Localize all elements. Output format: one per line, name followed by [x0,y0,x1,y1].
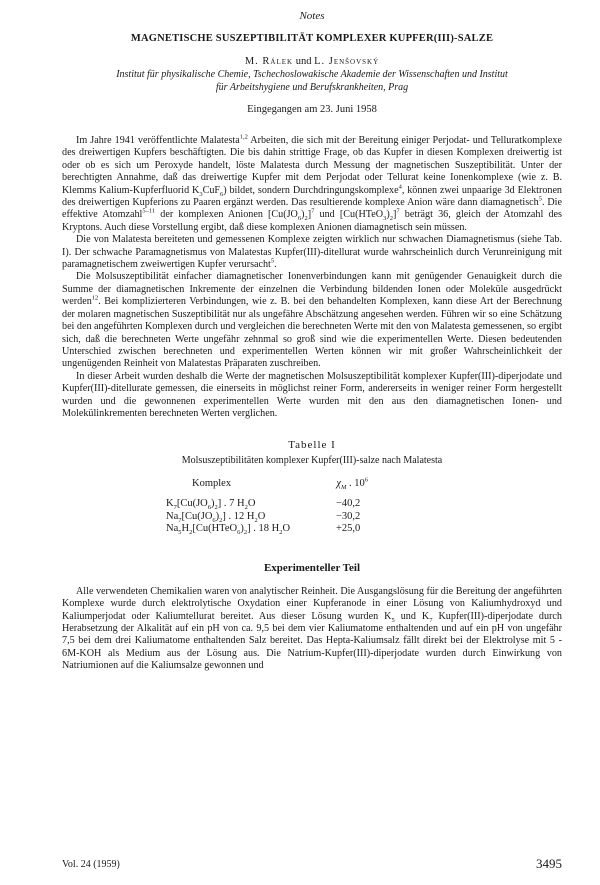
exp-text-a: Alle verwendeten Chemikalien waren von analytischer Reinheit. Die Ausgangslösung für die Bereitung der angeführten Komplexe wurde durch elektrolytische Oxydation einer Kupferanode in einer Lösung von Kaliumhydroxyd und Kaliumperjodat oder Kaliumtellurat bereitet. Aus dieser Lösung wurden K [62,585,562,622]
row-3-value: +25,0 [336,523,361,535]
p1-text-m: beträgt 36, gleich der Atomzahl des Kryptons. Auch diese Vorstellung ergibt, daß diese komplexen Anionen diamagnetisch sein müssen. [62,209,562,233]
paragraph-1 [62,135,562,234]
author-2: L. Jenšovský [314,56,380,67]
p1-text-e: , können zwei unpaarige 3d Elektronen des dreiwertigen Kupferions zu Paaren ergänzt werden. Das resultierende komplexe Anion wäre dann diamagnetisch [62,184,562,209]
author-1: M. Rálek [244,56,294,67]
ref-12: 12 [91,294,99,302]
received-date: Eingegangen am 23. Juni 1958 [247,104,377,115]
table-header-row [166,478,368,498]
exp-text-c: Kupfer(III)-diperjodate durch Herabsetzung der Alkalität auf ein pH von ca. 9,5 bei dem vier Kaliumatome enthaltenden und auf ein pH von ungefähr 7,5 bei dem drei Kaliumatome enthaltenden Salz bereitet. Das Hepta-Kaliumsalz fällt direkt bei der Elektrolyse mit 5 - 6M-KOH als Medium aus der Lösung aus. Die Natrium-Kupfer(III)-diperjodate wurden durch Einwirkung von Natriumionen auf die Kaliumsalze gewonnen und [62,610,562,672]
table-row [166,498,368,511]
table-row [166,511,368,524]
chi-symbol: χ [336,478,341,490]
ref-5b: 5 [270,257,275,265]
table-row [166,523,368,536]
col-komplex [166,478,336,498]
article-title: MAGNETISCHE SUSZEPTIBILITÄT KOMPLEXER KUPFER(III)-SALZE [130,33,494,44]
p1-text-c: CuF [202,184,221,196]
ref-5: 5 [538,195,542,203]
institute-line-1: Institut für physikalische Chemie, Tschechoslowakische Akademie der Wissenschaften und Institut [116,69,508,80]
sub-3: 3 [199,190,203,198]
chi-sub: M [340,484,347,492]
section-heading: Experimenteller Teil [263,561,361,574]
table-caption: Molsuszeptibilitäten komplexer Kupfer(III)-salze nach Malatesta [181,455,443,467]
p1-text-f: . Die effektive Atomzahl [62,197,562,221]
col-chi [336,478,368,498]
sub-6: 6 [220,190,224,198]
experimental-paragraph [62,586,562,673]
paragraph-4: In dieser Arbeit wurden deshalb die Werte der magnetischen Molsuszeptibilität komplexer Kupfer(III)-diperjodate und Kupfer(III)-ditellurate gemessen, die einerseits in möglichst reiner Form, andererseits in weniger reiner Form hergestellt wurden und die gewonnenen experimentellen Werte wurden mit den aus den diamagnetischen Ionen- und Molekülinkrementen berechneten Werten verglichen. [62,370,562,419]
exp-text-b: und K [394,610,430,622]
page [62,10,562,673]
row-1-komplex: $K_7[Cu(JO_6)_2]$ . 7 $H_2O$ [166,498,256,512]
p1-text-a: Im Jahre 1941 veröffentlichte Malatesta [76,135,240,146]
ref-4: 4 [398,183,402,191]
p1-text-l: ] [392,209,397,221]
p1-text-b: Arbeiten, die sich mit der Bereitung einiger Perjodat- und Telluratkomplexe des dreiwertigen Kupfers beschäftigten. Die bis dahin strittige Frage, ob das Kupfer in diesen Komplexen dreiwertig ist oder ob es sich um Peroxyde handelt, löste Malatesta durch Messung der magnetischen Suszeptibilität. Unter der berechtigten Annahme, daß das dreiwertige Kupfer mit dem Perjodat oder Tellurat keine Ionenkomplexe (wie z. B. Klemms Kalium-Kupferfluorid K [62,135,562,196]
susceptibility-table [166,478,368,536]
row-3-komplex: $Na_5H_2[Cu(HTeO_6)_2]$ . 18 $H_2O$ [166,523,291,537]
charge-7: 7 [311,208,315,216]
chi-sup: 6 [364,476,368,484]
p1-text-k: ) [386,209,390,221]
p1-text-g: der komplexen Anionen [Cu(JO [155,209,298,221]
row-2-value: −30,2 [336,510,361,522]
p2-text-a: Die von Malatesta bereiteten und gemessenen Komplexe zeigten wirklich nur schwachen Diamagnetismus (siehe Tab. I). Der schwache Paramagnetismus von Malatestas Kupfer(III)-ditellurat wurde wahrscheinlich durch Verunreinigung mit paramagnetischem zweiwertigen Kupfer verursacht [62,234,562,271]
charge-7b: 7 [396,208,400,216]
chi-rest: . 10 [346,478,365,490]
paragraph-2 [62,234,562,271]
p3-text-a: Die Molsuszeptibilität einfacher diamagnetischer Ionenverbindungen kann mit genügender Genauigkeit durch die Summe der diamagnetischen Inkremente der einzelnen die Verbindung bildenden Ionen oder Moleküle ausgedrückt werden [62,271,562,308]
row-1-value: −40,2 [336,498,361,510]
volume-info: Vol. 24 (1959) [62,859,120,870]
sub-2: 2 [304,215,308,223]
sub-2b: 2 [389,215,393,223]
exp-sub-2: 7 [429,616,433,624]
p1-text-j: und [Cu(HTeO [314,209,384,221]
running-head: Notes [299,10,325,22]
ref-5-11: 5–11 [142,208,156,216]
exp-sub-1: 5 [391,616,395,624]
authors [62,56,562,67]
p1-text-i: ] [307,209,312,221]
p1-text-h: ) [301,209,305,221]
col-komplex-label: Komplex [192,478,232,490]
authors-und: und [295,56,312,67]
p1-text-d: ) bildet, sondern Durchdringungskomplexe [223,184,399,196]
institute-line-2: für Arbeitshygiene und Berufskrankheiten, Prag [215,81,409,93]
page-number: 3495 [536,856,562,871]
sub-3b: 3 [383,215,387,223]
sub-6b: 6 [297,215,302,223]
row-2-komplex: $Na_7[Cu(JO_6)_2]$ . 12 $H_2O$ [166,510,266,524]
paragraph-3 [62,271,562,370]
ref-1-2: 1,2 [239,133,248,141]
p3-text-b: . Bei komplizierteren Verbindungen, wie z. B. bei den behandelten Komplexen, kann diese Art der Berechnung der molaren magnetischen Suszeptibilität nur als ungefähre Abschätzung angesehen werden. Führen wir so eine Schätzung bei den angeführten Komplexen durch und vergleichen die berechneten Werte mit den von Malatesta gemessenen, so ergibt sich, daß die berechneten Werte ungefähr zehnmal so groß sind wie die experimentellen Werte. Diesen bedeutenden Unterschied zwischen berechneten und experimentellen Werten können wir mit großer Wahrscheinlichkeit der ungenügenden Reinheit von Malatestas Präparaten zuschreiben. [62,296,562,370]
table-title: Tabelle I [288,439,336,452]
p2-text-b: . [274,259,277,271]
